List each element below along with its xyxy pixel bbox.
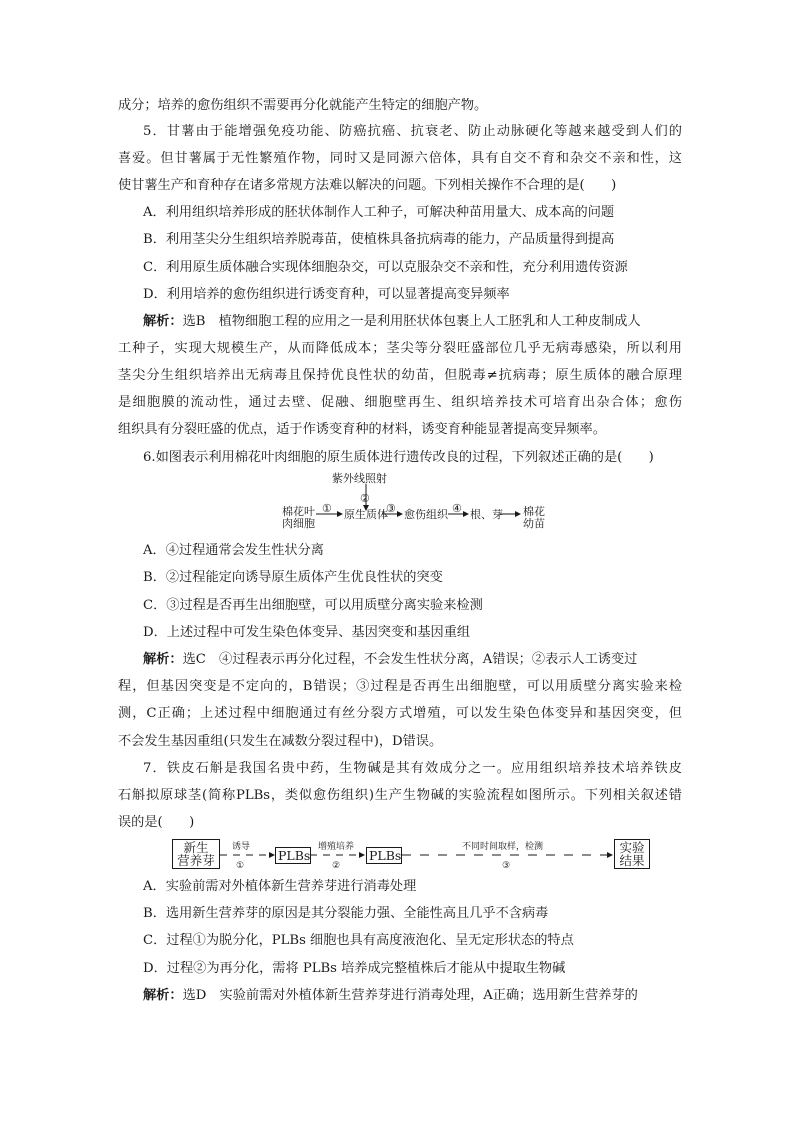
induce-label: 诱导 [232,842,251,852]
question-6-stem: 6.如图表示利用棉花叶肉细胞的原生质体进行遗传改良的过程，下列叙述正确的是( ) [143,450,654,465]
question-5-stem: 使甘薯生产和育种存在诸多常规方法难以解决的问题。下列相关操作不合理的是( ) [118,178,617,193]
option-c: C．过程①为脱分化，PLBs 细胞也具有高度液泡化、呈无定形状态的特点 [143,933,574,948]
uv-label: 紫外线照射 [332,472,387,485]
result-box [614,839,650,869]
text-line: 成分；培养的愈伤组织不需要再分化就能产生特定的细胞产物。 [118,98,488,113]
step-1-marker: ① [236,861,245,871]
answer-label: 解析： [143,988,183,1003]
question-7-stem: 7．铁皮石斛是我国名贵中药，生物碱是其有效成分之一。应用组织培养技术培养铁皮 [143,761,682,776]
option-d: D．利用培养的愈伤组织进行诱变育种，可以显著提高变异频率 [143,287,510,302]
option-a: A．利用组织培养形成的胚状体制作人工种子，可解决种苗用量大、成本高的问题 [143,205,615,220]
option-b: B．利用茎尖分生组织培养脱毒苗，使植株具备抗病毒的能力，产品质量得到提高 [143,232,615,247]
answer-5-text: 是细胞膜的流动性，通过去壁、促融、细胞壁再生、组织培养技术可培育出杂合体；愈伤 [118,395,682,410]
protoplast-label: 原生质体 [344,508,388,521]
answer-5-text: 茎尖分生组织培养出无病毒且保持优良性状的幼苗，但脱毒≠抗病毒；原生质体的融合原理 [118,368,682,383]
answer-5-text: 工种子，实现大规模生产，从而降低成本；茎尖等分裂旺盛部位几乎无病毒感染，所以利用 [118,341,682,356]
option-c: C．利用原生质体融合实现体细胞杂交，可以克服杂交不亲和性，充分利用遗传资源 [143,260,628,275]
sampling-label: 不同时间取样，检测 [462,842,544,852]
step-2-marker: ② [332,861,341,871]
option-b: B．选用新生营养芽的原因是其分裂能力强、全能性高且几乎不含病毒 [143,906,549,921]
box-label: 结果 [619,853,645,868]
box-label: 新生 [183,840,209,855]
question-5-stem: 5．甘薯由于能增强免疫功能、防癌抗癌、抗衰老、防止动脉硬化等越来越受到人们的 [143,124,682,139]
step-3-marker: ③ [386,502,396,515]
answer-5-text: 组织具有分裂旺盛的优点，适于作诱变育种的材料，诱变育种能显著提高变异频率。 [118,422,606,437]
question-5-stem: 喜爱。但甘薯属于无性繁殖作物，同时又是同源六倍体，具有自交不育和杂交不亲和性，这 [118,151,682,166]
question-7-stem: 石斛拟原球茎(简称PLBs，类似愈伤组织)生产生物碱的实验流程如图所示。下列相关叙述错 [118,788,682,803]
step-1-marker: ① [322,502,332,515]
question-7-stem: 误的是( ) [118,815,195,830]
answer-text: 选C ④过程表示再分化过程，不会发生性状分离，A错误；②表示人工诱变过 [182,652,638,667]
answer-6 [143,650,682,670]
answer-6-text: 不会发生基因重组(只发生在减数分裂过程中)，D错误。 [118,734,443,749]
answer-label: 解析： [143,652,183,667]
answer-text: 选B 植物细胞工程的应用之一是利用胚状体包裹上人工胚乳和人工种皮制成人 [182,314,641,329]
answer-6-text: 程，但基因突变是不定向的，B错误；③过程是否再生出细胞壁，可以用质壁分离实验来检 [118,679,682,694]
option-a: A．④过程通常会发生性状分离 [143,543,324,558]
option-c: C．③过程是否再生出细胞壁，可以用质壁分离实验来检测 [143,598,483,613]
seedling-label: 棉花 [523,505,545,518]
callus-label: 愈伤组织 [404,508,448,521]
box-label: 营养芽 [177,853,215,868]
cotton-leaf-label: 肉细胞 [282,517,315,530]
answer-6-text: 测，C正确；上述过程中细胞通过有丝分裂方式增殖，可以发生染色体变异和基因突变，但 [118,706,682,721]
option-d: D．过程②为再分化，需将 PLBs 培养成完整植株后才能从中提取生物碱 [143,961,566,976]
step-3-marker: ③ [502,861,511,871]
answer-label: 解析： [143,314,183,329]
box-label: 实验 [619,840,645,855]
plbs-box-2: PLBs [366,847,402,864]
option-a: A．实验前需对外植体新生营养芽进行消毒处理 [143,879,417,894]
plbs-box-1: PLBs [275,847,311,864]
seedling-label: 幼苗 [523,517,545,530]
cotton-leaf-label: 棉花叶 [282,505,315,518]
step-2-marker: ② [360,492,370,505]
answer-7 [143,986,682,1006]
option-b: B．②过程能定向诱导原生质体产生优良性状的突变 [143,570,443,585]
answer-text: 选D 实验前需对外植体新生营养芽进行消毒处理，A正确；选用新生营养芽的 [182,988,638,1003]
option-d: D．上述过程中可发生染色体变异、基因突变和基因重组 [143,625,471,640]
answer-5 [143,312,682,332]
root-bud-label: 根、芽 [470,508,503,521]
process-diagram-7 [170,836,680,872]
step-4-marker: ④ [452,502,462,515]
process-diagram-6 [270,470,560,530]
proliferation-label: 增殖培养 [318,842,355,852]
new-bud-box [172,839,220,869]
